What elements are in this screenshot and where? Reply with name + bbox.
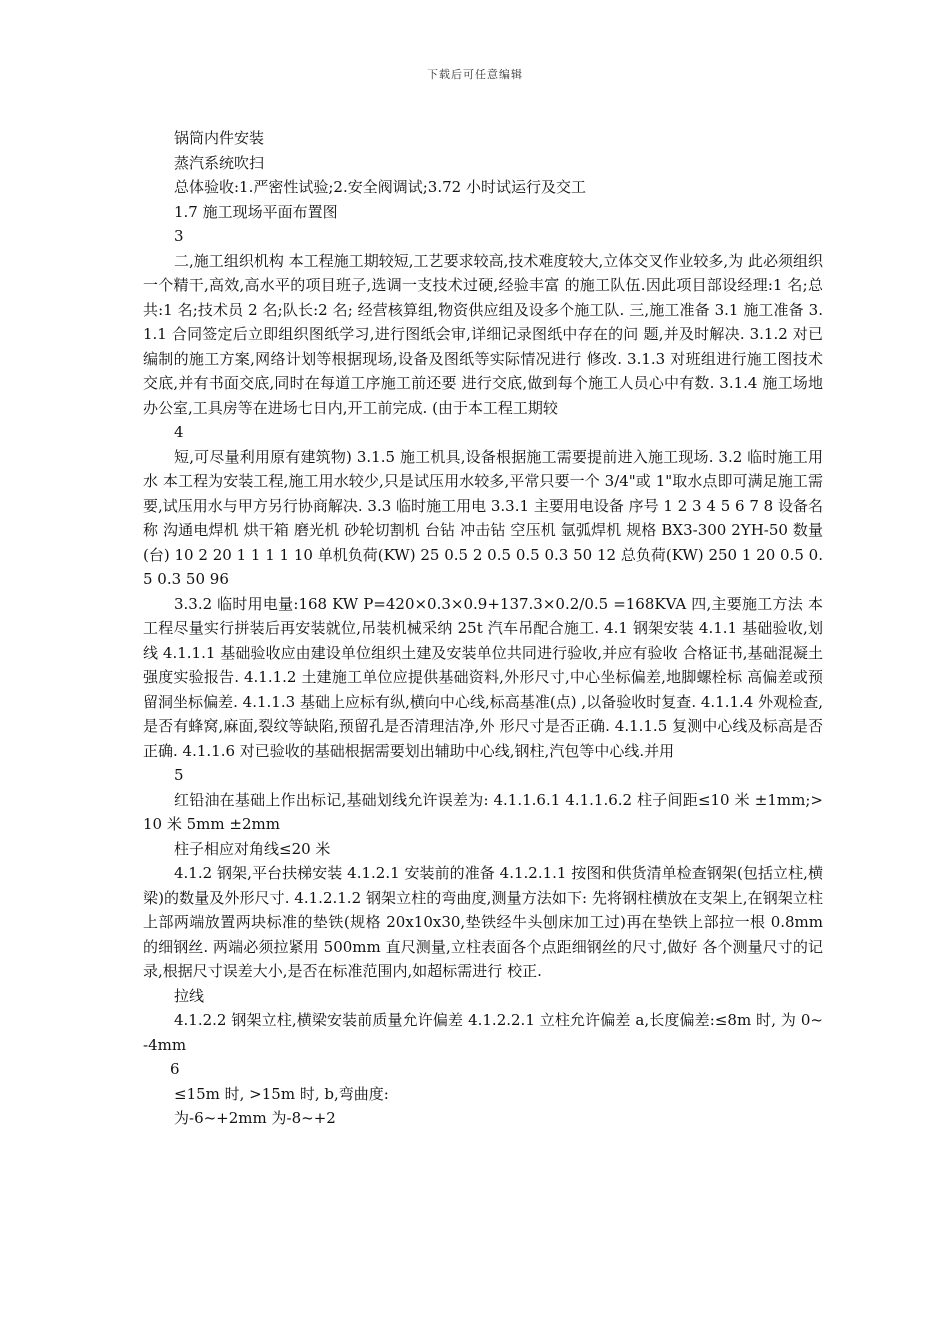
text-line: ≤15m 时, >15m 时, b,弯曲度:	[174, 1084, 389, 1103]
paragraph: 二,施工组织机构 本工程施工期较短,工艺要求较高,技术难度较大,立体交叉作业较多,为 此必须组织一个精干,高效,高水平的项目班子,选调一支技术过硬,经验丰富 的施工队伍.因此项目部设经理:1 名;总共:1 名;技术员 2 名;队长:2 名; 经营核算组,物资供应组及设多个施工队. 三,施工准备 3.1 施工准备 3.1.1 合同签定后立即组织图纸学习,进行图纸会审,详细记录图纸中存在的问 题,并及时解决. 3.1.2 对已编制的施工方案,网络计划等根据现场,设备及图纸等实际情况进行 修改. 3.1.3 对班组进行施工图技术交底,并有书面交底,同时在每道工序施工前还要 进行交底,做到每个施工人员心中有数. 3.1.4 施工场地办公室,工具房等在进场七日内,开工前完成. (由于本工程工期较	[143, 251, 823, 417]
paragraph: 3.3.2 临时用电量:168 KW P=420×0.3×0.9+137.3×0.2/0.5 =168KVA 四,主要施工方法 本工程尽量实行拼装后再安装就位,吊装机械采纳 25t 汽车吊配合施工. 4.1 钢架安装 4.1.1 基础验收,划线 4.1.1.1 基础验收应由建设单位组织土建及安装单位共同进行验收,并应有验收 合格证书,基础混凝土强度实验报告. 4.1.1.2 土建施工单位应提供基础资料,外形尺寸,中心坐标偏差,地脚螺栓标 高偏差或预留洞坐标偏差. 4.1.1.3 基础上应标有纵,横向中心线,标高基准(点) ,以备验收时复查. 4.1.1.4 外观检查,是否有蜂窝,麻面,裂纹等缺陷,预留孔是否清理洁净,外 形尺寸是否正确. 4.1.1.5 复测中心线及标高是否正确. 4.1.1.6 对已验收的基础根据需要划出辅助中心线,钢柱,汽包等中心线.并用	[143, 594, 823, 760]
text-line: 蒸汽系统吹扫	[174, 153, 265, 172]
page-number: 6	[170, 1060, 180, 1078]
paragraph: 红铅油在基础上作出标记,基础划线允许误差为: 4.1.1.6.1 4.1.1.6.2 柱子间距≤10 米 ±1mm;>10 米 5mm ±2mm	[143, 790, 823, 833]
header-note: 下载后可任意编辑	[427, 68, 523, 81]
page-number: 4	[174, 423, 184, 441]
document-body	[143, 126, 823, 1131]
section-heading: 1.7 施工现场平面布置图	[174, 202, 338, 221]
page-number: 5	[174, 766, 184, 784]
page-number: 3	[174, 227, 184, 245]
paragraph: 短,可尽量利用原有建筑物) 3.1.5 施工机具,设备根据施工需要提前进入施工现场. 3.2 临时施工用水 本工程为安装工程,施工用水较少,只是试压用水较多,平常只要一个 3/4"或 1"取水点即可满足施工需要,试压用水与甲方另行协商解决. 3.3 临时施工用电 3.3.1 主要用电设备 序号 1 2 3 4 5 6 7 8 设备名称 沟通电焊机 烘干箱 磨光机 砂轮切割机 台钻 冲击钻 空压机 氩弧焊机 规格 BX3-300 2YH-50 数量(台) 10 2 20 1 1 1 1 10 单机负荷(KW) 25 0.5 2 0.5 0.5 0.3 50 12 总负荷(KW) 250 1 20 0.5 0.5 0.3 50 96	[143, 447, 823, 588]
text-line: 锅筒内件安装	[174, 129, 265, 147]
text-line: 拉线	[174, 986, 205, 1005]
paragraph: 4.1.2 钢架,平台扶梯安装 4.1.2.1 安装前的准备 4.1.2.1.1 按图和供货清单检查钢架(包括立柱,横梁)的数量及外形尺寸. 4.1.2.1.2 钢架立柱的弯曲度,测量方法如下: 先将钢柱横放在支架上,在钢架立柱上部两端放置两块标准的垫铁(规格 20x10x30,垫铁经牛头刨床加工过)再在垫铁上部拉一根 0.8mm 的细钢丝. 两端必须拉紧用 500mm 直尺测量,立柱表面各个点距细钢丝的尺寸,做好 各个测量尺寸的记录,根据尺寸误差大小,是否在标准范围内,如超标需进行 校正.	[143, 864, 823, 980]
paragraph: 4.1.2.2 钢架立柱,横梁安装前质量允许偏差 4.1.2.2.1 立柱允许偏差 a,长度偏差:≤8m 时, 为 0~-4mm	[143, 1011, 823, 1054]
text-line: 柱子相应对角线≤20 米	[174, 839, 331, 858]
text-line: 为-6~+2mm 为-8~+2	[174, 1109, 336, 1127]
text-line: 总体验收:1.严密性试验;2.安全阀调试;3.72 小时试运行及交工	[174, 178, 586, 196]
